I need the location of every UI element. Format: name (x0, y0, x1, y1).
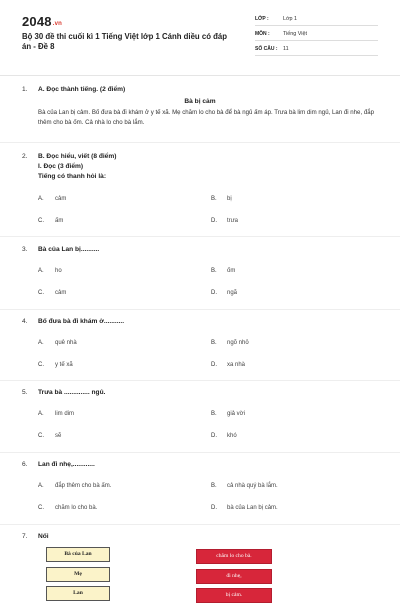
site-logo[interactable] (22, 14, 62, 29)
question-number: 5. (22, 389, 28, 396)
option-d[interactable]: ngã (227, 290, 238, 296)
reading-passage: Bà của Lan bị cảm. Bố đưa bà đi khám ở y tế xã. Mẹ chăm lo cho bà để bà ngủ ấm áp. Trưa bà lim dim ngủ, Lan đi nhe, đắp thêm cho bà ốm. Cả nhà lo cho bà lắm. (38, 109, 374, 126)
question-number: 1. (22, 86, 28, 93)
match-right-item[interactable]: bị cảm. (196, 588, 272, 603)
question-number: 4. (22, 318, 28, 325)
question-prompt: Tiếng có thanh hỏi là: (38, 173, 107, 180)
question-text: Bà của Lan bị.......... (38, 246, 100, 253)
option-c[interactable]: y tế xã (55, 362, 73, 368)
match-left-item[interactable]: Mẹ (46, 567, 110, 582)
option-letter-a: A. (38, 196, 44, 202)
match-right-item[interactable]: đi nhẹ, (196, 569, 272, 584)
option-letter-a: A. (38, 411, 44, 417)
option-letter-b: B. (211, 483, 217, 489)
question-divider (0, 452, 400, 453)
option-c[interactable]: cảm (55, 290, 67, 296)
question-text: Bố đưa bà đi khám ở........... (38, 318, 125, 325)
passage-title: Bà bị cảm (184, 98, 216, 105)
option-letter-d: D. (211, 290, 217, 296)
option-c[interactable]: ấm (55, 218, 64, 224)
option-letter-a: A. (38, 268, 44, 274)
option-letter-a: A. (38, 340, 44, 346)
meta-label-subject: MÔN : (255, 31, 270, 37)
match-left-item[interactable]: Bà của Lan (46, 547, 110, 562)
question-text: Nối (38, 533, 49, 540)
meta-value-count: 11 (283, 46, 289, 52)
option-d[interactable]: khó (227, 433, 237, 439)
option-letter-a: A. (38, 483, 44, 489)
document-title: Bộ 30 đề thi cuối kì 1 Tiếng Việt lớp 1 Cánh diều có đáp án - Đề 8 (22, 32, 227, 51)
question-text: Trưa bà .............. ngủ. (38, 389, 106, 396)
logo-suffix: .vn (52, 21, 63, 27)
option-letter-b: B. (211, 411, 217, 417)
option-letter-d: D. (211, 505, 217, 511)
header-divider (0, 75, 400, 76)
match-right-item[interactable]: chăm lo cho bà. (196, 549, 272, 564)
option-letter-d: D. (211, 433, 217, 439)
meta-divider (255, 55, 378, 56)
option-b[interactable]: bị (227, 196, 232, 202)
option-d[interactable]: xa nhà (227, 362, 246, 368)
meta-label-count: SỐ CÂU : (255, 46, 278, 52)
option-b[interactable]: cả nhà quý bà lắm. (227, 483, 278, 489)
option-letter-b: B. (211, 196, 217, 202)
meta-divider (255, 25, 378, 26)
option-a[interactable]: đắp thêm cho bà ấm. (55, 483, 112, 489)
option-letter-b: B. (211, 268, 217, 274)
question-number: 7. (22, 533, 28, 540)
option-b[interactable]: ngõ nhỏ (227, 340, 249, 346)
option-a[interactable]: cảm (55, 196, 67, 202)
question-divider (0, 380, 400, 381)
question-text: B. Đọc hiểu, viết (8 điểm) (38, 153, 117, 160)
option-a[interactable]: quê nhà (55, 340, 77, 346)
option-letter-c: C. (38, 362, 44, 368)
question-divider (0, 142, 400, 143)
option-letter-d: D. (211, 362, 217, 368)
option-a[interactable]: lim dim (55, 411, 74, 417)
option-letter-b: B. (211, 340, 217, 346)
option-b[interactable]: ốm (227, 268, 236, 274)
option-c[interactable]: sẽ (55, 433, 62, 439)
section-subtitle: I. Đọc (3 điểm) (38, 163, 84, 170)
question-divider (0, 236, 400, 237)
option-d[interactable]: trưa (227, 218, 239, 224)
question-number: 3. (22, 246, 28, 253)
question-text: A. Đọc thành tiếng. (2 điểm) (38, 86, 126, 93)
question-number: 2. (22, 153, 28, 160)
question-divider (0, 524, 400, 525)
meta-value-class: Lớp 1 (283, 16, 298, 22)
option-letter-c: C. (38, 505, 44, 511)
document-header (0, 0, 400, 62)
question-number: 6. (22, 461, 28, 468)
option-d[interactable]: bà của Lan bị cảm. (227, 505, 278, 511)
option-letter-c: C. (38, 433, 44, 439)
option-letter-c: C. (38, 218, 44, 224)
meta-value-subject: Tiếng Việt (283, 31, 307, 37)
match-left-item[interactable]: Lan (46, 586, 110, 601)
question-divider (0, 309, 400, 310)
option-letter-c: C. (38, 290, 44, 296)
option-c[interactable]: chăm lo cho bà. (55, 505, 98, 511)
question-text: Lan đi nhẹ,............ (38, 461, 95, 468)
meta-label-class: LỚP : (255, 16, 269, 22)
option-a[interactable]: ho (55, 268, 62, 274)
logo-main: 2048 (22, 14, 52, 29)
meta-divider (255, 40, 378, 41)
option-letter-d: D. (211, 218, 217, 224)
option-b[interactable]: giả vời (227, 411, 245, 417)
